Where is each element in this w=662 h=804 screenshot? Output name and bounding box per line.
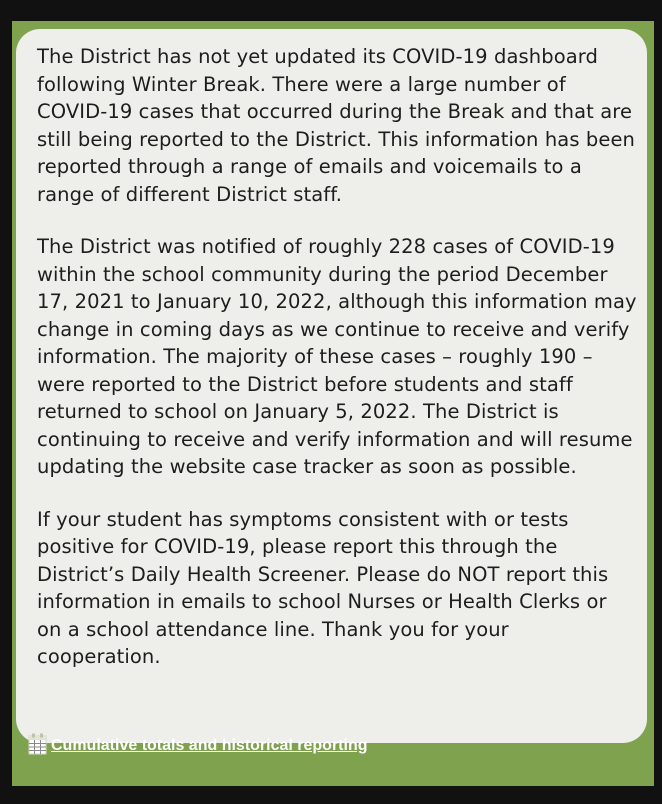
notice-card	[16, 29, 647, 743]
notice-paragraph-3: If your student has symptoms consistent with or tests positive for COVID-19, please report this through the District’s Daily Health Screener. Please do NOT report this information in emails to school Nurses or Health Clerks or on a school attendance line. Thank you for your cooperation.	[37, 507, 609, 668]
spreadsheet-icon	[28, 733, 48, 755]
cumulative-totals-link-label[interactable]: Cumulative totals and historical reporting	[51, 737, 368, 754]
cumulative-totals-link[interactable]	[28, 733, 368, 755]
notice-paragraph-1: The District has not yet updated its COVID-19 dashboard following Winter Break. There were a large number of COVID-19 cases that occurred during the Break and that are still being reported to the District. This information has been reported through a range of emails and voicemails to a range of different District staff.	[37, 45, 636, 206]
notice-frame	[12, 21, 654, 786]
notice-paragraph-2: The District was notified of roughly 228 cases of COVID-19 within the school community during the period December 17, 2021 to January 10, 2022, although this information may change in coming days as we continue to receive and verify information. The majority of these cases – roughly 190 – were reported to the District before students and staff returned to school on January 5, 2022. The District is continuing to receive and verify information and will resume updating the website case tracker as soon as possible.	[37, 235, 637, 478]
